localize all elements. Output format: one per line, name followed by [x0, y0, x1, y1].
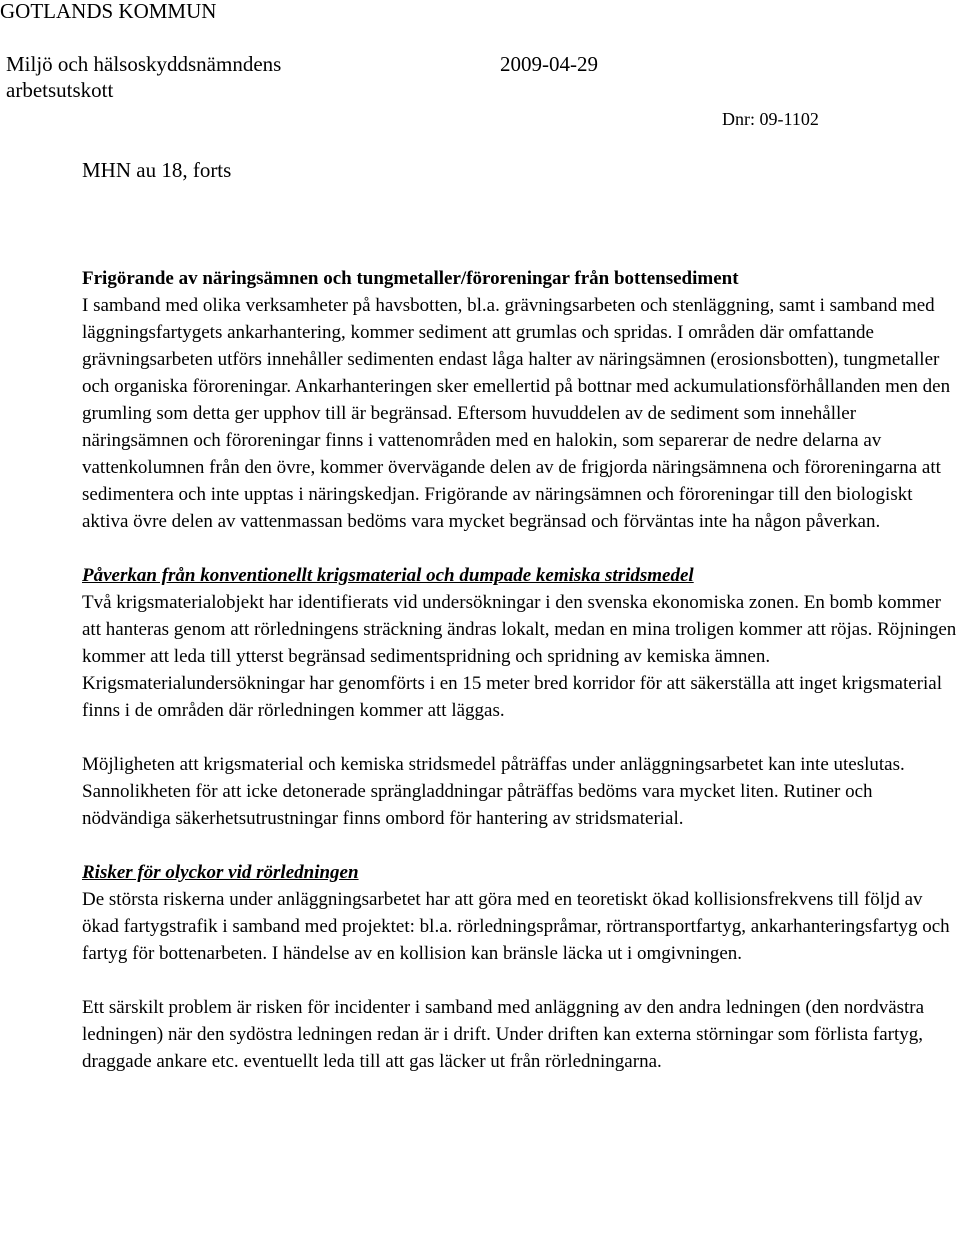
paragraph: Två krigsmaterialobjekt har identifierats vid undersökningar i den svenska ekonomiska zonen. En bomb kommer att hanteras genom att rörledningens sträckning ändras lokalt, medan en mina troligen kommer att röjas. Röjningen kommer att leda till ytterst begränsad sedimentspridning och spridning av kemiska ämnen. Krigsmaterialundersökningar har genomförts i en 15 meter bred korridor för att säkerställa att inget krigsmaterial finns i de områden där rörledningen kommer att läggas.: [82, 592, 957, 721]
section-nutrients: [82, 265, 960, 535]
paragraph: I samband med olika verksamheter på havsbotten, bl.a. grävningsarbeten och stenläggning, samt i samband med läggningsfartygets ankarhantering, kommer sediment att grumlas och spridas. I områden där omfattande grävningsarbeten utförs innehåller sedimenten endast låga halter av näringsämnen (erosionsbotten), tungmetaller och organiska föroreningar. Ankarhanteringen sker emellertid på bottnar med ackumulationsförhållanden men den grumling som detta ger upphov till är begränsad. Eftersom huvuddelen av de sediment som innehåller näringsämnen och föroreningar finns i vattenområden med en halokin, som separerar de nedre delarna av vattenkolumnen från den övre, kommer övervägande delen av de frigjorda näringsämnena och föroreningarna att sedimentera och inte upptas i näringskedjan. Frigörande av näringsämnen och föroreningar till den biologiskt aktiva övre delen av vattenmassan bedöms vara mycket begränsad och förväntas inte ha någon påverkan.: [82, 295, 951, 532]
section-heading: Påverkan från konventionellt krigsmaterial och dumpade kemiska stridsmedel: [82, 565, 694, 586]
document-number: Dnr: 09-1102: [722, 109, 819, 129]
organization-name: GOTLANDS KOMMUN: [0, 0, 217, 23]
section-war-material: [82, 562, 960, 832]
section-heading: Frigörande av näringsämnen och tungmetaller/föroreningar från bottensediment: [82, 268, 739, 289]
document-date: 2009-04-29: [500, 52, 598, 76]
paragraph: Möjligheten att krigsmaterial och kemiska stridsmedel påträffas under anläggningsarbetet kan inte uteslutas. Sannolikheten för att icke detonerade sprängladdningar påträffas bedöms vara mycket liten. Rutiner och nödvändiga säkerhetsutrustningar finns ombord för hantering av stridsmaterial.: [82, 754, 905, 829]
committee-name: Miljö och hälsoskyddsnämndens arbetsutskott: [6, 52, 282, 102]
meeting-reference: MHN au 18, forts: [82, 158, 232, 182]
section-heading: Risker för olyckor vid rörledningen: [82, 862, 359, 883]
paragraph: Ett särskilt problem är risken för incidenter i samband med anläggning av den andra ledningen (den nordvästra ledningen) när den sydöstra ledningen redan är i drift. Under driften kan externa störningar som förlista fartyg, draggade ankare etc. eventuellt leda till att gas läcker ut från rörledningarna.: [82, 997, 925, 1072]
document-body: [82, 265, 960, 1075]
paragraph: De största riskerna under anläggningsarbetet har att göra med en teoretiskt ökad kollisionsfrekvens till följd av ökad fartygstrafik i samband med projektet: bl.a. rörledningspråmar, rörtransportfartyg, ankarhanteringsfartyg och fartyg för bottenarbeten. I händelse av en kollision kan bränsle läcka ut i omgivningen.: [82, 889, 950, 964]
section-accident-risks: [82, 859, 960, 1075]
